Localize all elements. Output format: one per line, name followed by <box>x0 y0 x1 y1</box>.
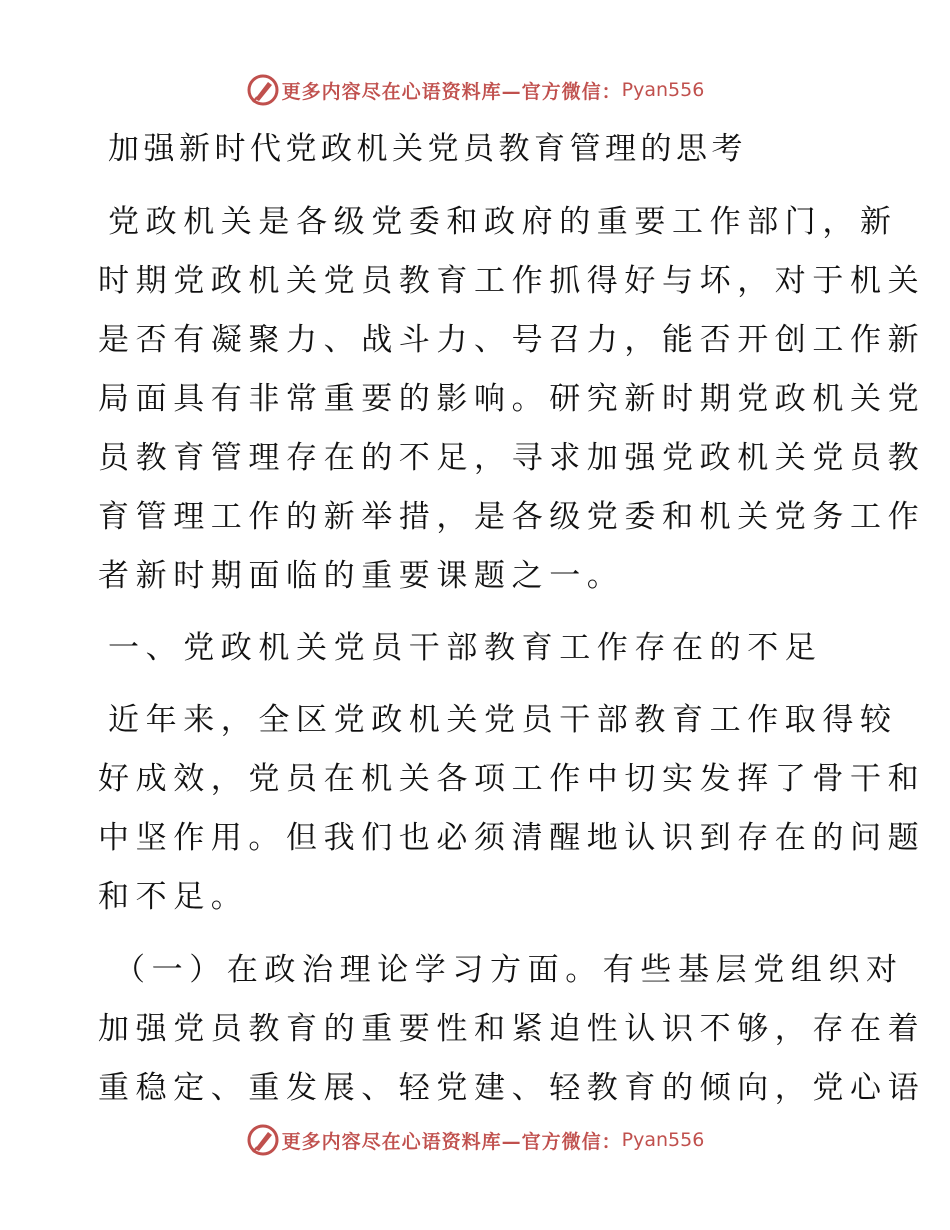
document-title: 加强新时代党政机关党员教育管理的思考 <box>108 131 747 167</box>
paragraph-2-line-3: 中坚作用。但我们也必须清醒地认识到存在的问题 <box>98 820 926 856</box>
paragraph-3-line-1: （一）在政治理论学习方面。有些基层党组织对 <box>114 952 904 988</box>
paragraph-1-line-5: 员教育管理存在的不足，寻求加强党政机关党员教 <box>98 440 926 476</box>
paragraph-2-line-2: 好成效，党员在机关各项工作中切实发挥了骨干和 <box>98 761 926 797</box>
watermark-wechat-id: Pyan556 <box>621 1129 705 1151</box>
paragraph-3-line-3: 重稳定、重发展、轻党建、轻教育的倾向，党心语 <box>98 1070 926 1106</box>
paragraph-1-line-6: 育管理工作的新举措，是各级党委和机关党务工作 <box>98 499 926 535</box>
paragraph-2-line-4: 和不足。 <box>98 879 249 915</box>
watermark-text: 更多内容尽在心语资料库—官方微信： <box>281 1130 622 1153</box>
watermark-banner-bottom <box>0 1120 950 1160</box>
quill-pen-circle-icon <box>246 73 280 107</box>
paragraph-1-line-7: 者新时期面临的重要课题之一。 <box>98 558 625 594</box>
section-heading-1: 一、党政机关党员干部教育工作存在的不足 <box>108 630 823 666</box>
paragraph-1-line-1: 党政机关是各级党委和政府的重要工作部门，新 <box>108 204 898 240</box>
paragraph-1-line-4: 局面具有非常重要的影响。研究新时期党政机关党 <box>98 381 926 417</box>
watermark-wechat-id: Pyan556 <box>621 79 705 101</box>
paragraph-1-line-2: 时期党政机关党员教育工作抓得好与坏，对于机关 <box>98 263 926 299</box>
paragraph-2-line-1: 近年来，全区党政机关党员干部教育工作取得较 <box>108 702 898 738</box>
watermark-text: 更多内容尽在心语资料库—官方微信： <box>281 80 622 103</box>
watermark-banner-top <box>0 70 950 110</box>
paragraph-3-line-2: 加强党员教育的重要性和紧迫性认识不够，存在着 <box>98 1011 926 1047</box>
quill-pen-circle-icon <box>246 1123 280 1157</box>
paragraph-1-line-3: 是否有凝聚力、战斗力、号召力，能否开创工作新 <box>98 322 926 358</box>
